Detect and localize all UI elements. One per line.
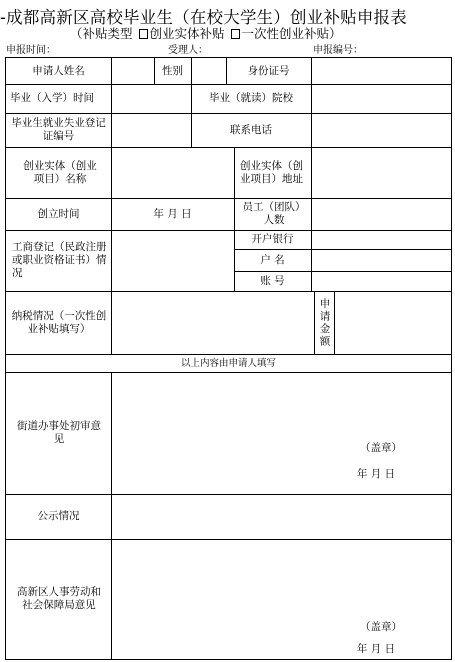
business-registration-input[interactable]	[112, 231, 233, 290]
street-seal: （盖章）	[360, 441, 402, 454]
entity-address-input[interactable]	[312, 148, 450, 197]
bureau-review-input[interactable]	[112, 540, 450, 616]
apply-number-label: 申报编号：	[313, 45, 363, 56]
id-number-label: 身份证号	[247, 64, 290, 77]
graduation-time-input[interactable]	[112, 85, 190, 112]
bureau-review-label: 高新区人事劳动和社会保障局意见	[17, 586, 101, 611]
account-name-label: 户 名	[260, 253, 285, 266]
entity-name-input[interactable]	[112, 148, 233, 197]
bank-input[interactable]	[312, 231, 450, 248]
applicant-name-label: 申请人姓名	[32, 64, 85, 77]
registration-cert-input[interactable]	[112, 114, 190, 146]
bureau-seal: （盖章）	[360, 620, 402, 633]
option-one-time-subsidy: 一次性创业补贴）	[241, 26, 342, 41]
tax-status-input[interactable]	[112, 292, 313, 353]
form-title: -成都高新区高校毕业生（在校大学生）创业补贴申报表	[0, 8, 407, 27]
staff-count-label: 员工（团队）人数	[242, 201, 306, 226]
account-number-label: 账 号	[260, 274, 285, 287]
school-label: 毕业（就读）院校	[209, 92, 293, 104]
checkbox-one-time-subsidy[interactable]	[231, 29, 240, 39]
subsidy-type-prefix: （补贴类型	[70, 26, 133, 41]
business-registration-label: 工商登记（民政注册或职业资格证书）情况	[12, 241, 107, 279]
id-number-input[interactable]	[312, 59, 450, 83]
street-review-label: 街道办事处初审意见	[17, 420, 101, 445]
phone-input[interactable]	[312, 114, 450, 146]
account-number-input[interactable]	[312, 272, 450, 290]
street-sign-date: 年 月 日	[356, 467, 396, 480]
bank-label: 开户银行	[251, 233, 294, 245]
entity-name-label: 创业实体（创业项目）名称	[23, 159, 97, 185]
founded-date-format: 年 月 日	[153, 207, 192, 220]
phone-label: 联系电话	[230, 123, 272, 136]
receiver-label: 受理人：	[168, 45, 208, 56]
apply-amount-input[interactable]	[335, 292, 450, 353]
entity-address-label: 创业实体（创业项目）地址	[240, 159, 303, 185]
bureau-sign-date: 年 月 日	[356, 642, 396, 655]
applicant-fill-note: 以上内容由申请人填写	[180, 357, 276, 369]
subsidy-type-line	[70, 24, 342, 42]
street-review-input[interactable]	[112, 373, 450, 437]
founded-time-label: 创立时间	[37, 207, 80, 220]
graduation-time-label: 毕业（入学）时间	[10, 92, 94, 104]
apply-amount-label: 申请金额	[318, 297, 331, 348]
publicity-input[interactable]	[112, 495, 450, 538]
publicity-label: 公示情况	[37, 510, 80, 522]
account-name-input[interactable]	[312, 250, 450, 270]
application-form	[5, 57, 452, 660]
option-entity-subsidy: 创业实体补贴	[149, 26, 225, 41]
registration-cert-label: 毕业生就业失业登记证编号	[11, 117, 106, 142]
tax-status-label: 纳税情况（一次性创业补贴填写）	[11, 309, 107, 335]
gender-input[interactable]	[192, 59, 225, 83]
applicant-name-input[interactable]	[112, 59, 153, 83]
staff-count-input[interactable]	[312, 199, 450, 229]
school-input[interactable]	[312, 85, 450, 112]
checkbox-entity-subsidy[interactable]	[139, 29, 148, 39]
apply-time-label: 申报时间：	[6, 45, 56, 56]
gender-label: 性别	[162, 64, 183, 77]
